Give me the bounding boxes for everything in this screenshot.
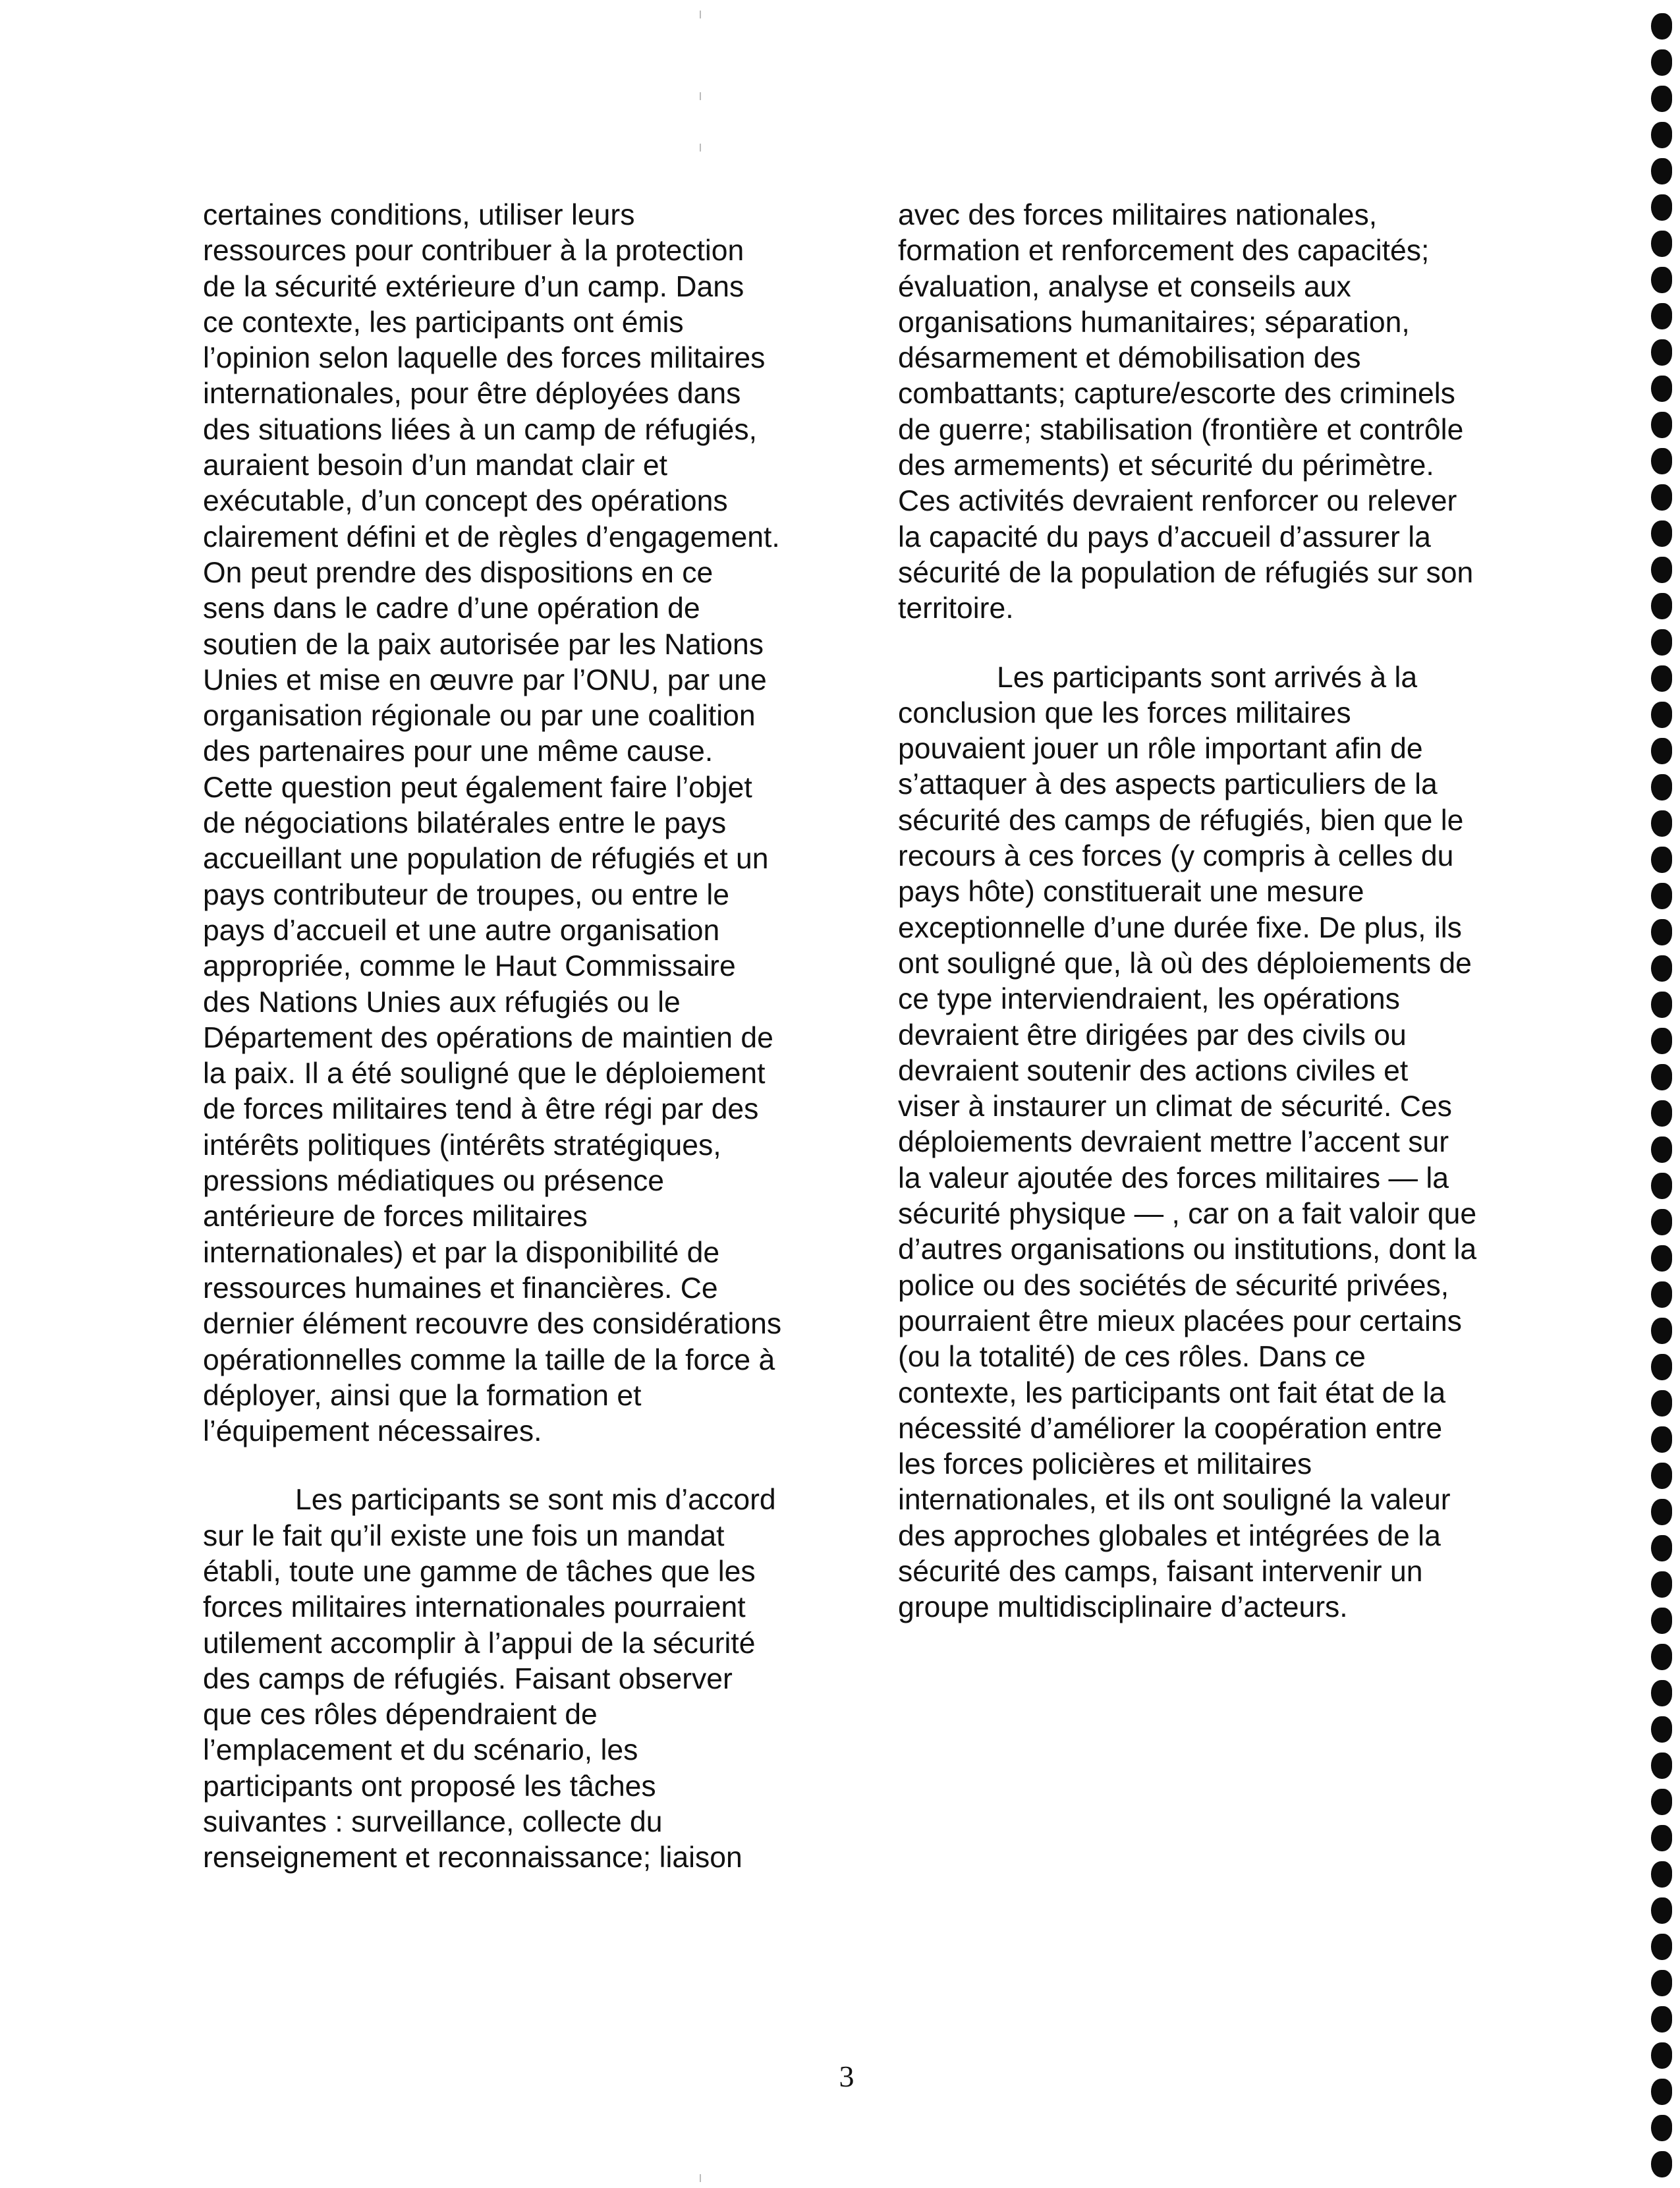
binding-hole [1651,2042,1672,2069]
binding-hole [1651,629,1672,656]
binding-hole [1651,2079,1672,2105]
binding-hole [1651,1644,1672,1670]
binding-hole [1651,1789,1672,1815]
binding-hole [1651,267,1672,293]
binding-hole [1651,1136,1672,1163]
binding-hole [1651,593,1672,619]
binding-hole [1651,1209,1672,1235]
binding-hole [1651,194,1672,221]
binding-hole [1651,557,1672,583]
binding-hole [1651,1463,1672,1489]
binding-hole [1651,1028,1672,1054]
scan-speck [700,2174,701,2182]
binding-hole [1651,955,1672,982]
binding-hole [1651,1245,1672,1272]
binding-hole [1651,738,1672,764]
paragraph: avec des forces militaires nationales, formation et renforcement des capacités; évaluation, analyse et conseils aux organisations humanitaires; séparation, désarmement et démobilisation des combattants; capture/escorte des criminels de guerre; stabilisation (frontière et contrôle des armements) et sécurité du périmètre. Ces activités devraient renforcer ou relever la capacité du pays d’accueil d’assurer la sécurité de la population de réfugiés sur son territoire. [898,199,1474,625]
binding-hole [1651,339,1672,366]
scan-speck [700,92,701,100]
binding-hole [1651,1825,1672,1851]
binding-hole [1651,1426,1672,1453]
binding-hole [1651,1318,1672,1344]
left-column [203,198,783,1876]
binding-hole [1651,774,1672,800]
binding-hole [1651,520,1672,547]
paragraph: Les participants se sont mis d’accord sur le fait qu’il existe une fois un mandat établi, toute une gamme de tâches que les forces militaires internationales pourraient utilement accomplir à l’appui de la sécurité des camps de réfugiés. Faisant observer que ces rôles dépendraient de l’emplacement et du scénario, les participants ont proposé les tâches suivantes : surveillance, collecte du renseignement et reconnaissance; liaison [203,1484,776,1874]
binding-hole [1651,1970,1672,1996]
binding-hole [1651,13,1672,40]
binding-hole [1651,1390,1672,1417]
binding-hole [1651,1499,1672,1525]
binding-hole [1651,303,1672,329]
binding-hole [1651,158,1672,184]
binding-hole [1651,376,1672,402]
binding-hole [1651,1064,1672,1090]
binding-hole [1651,1100,1672,1127]
binding-hole [1651,1897,1672,1924]
binding-hole [1651,412,1672,438]
binding-hole [1651,231,1672,257]
binding-hole [1651,847,1672,873]
binding-hole [1651,1608,1672,1634]
binding-hole [1651,448,1672,474]
binding-hole [1651,992,1672,1018]
scan-speck [700,144,701,152]
right-column [898,198,1478,1626]
binding-hole [1651,484,1672,511]
binding-hole [1651,1753,1672,1779]
scan-speck [700,11,701,18]
binding-hole [1651,1861,1672,1888]
binding-hole [1651,2006,1672,2033]
binding-hole [1651,919,1672,945]
binding-hole [1651,1281,1672,1308]
binding-hole [1651,1934,1672,1960]
paragraph: certaines conditions, utiliser leurs ressources pour contribuer à la protection de la sécurité extérieure d’un camp. Dans ce contexte, les participants ont émis l’opinion selon laquelle des forces militaires internationales, pour être déployées dans des situations liées à un camp de réfugiés, auraient besoin d’un mandat clair et exécutable, d’un concept des opérations clairement défini et de règles d’engagement. On peut prendre des dispositions en ce sens dans le cadre d’une opération de soutien de la paix autorisée par les Nations Unies et mise en œuvre par l’ONU, par une organisation régionale ou par une coalition des partenaires pour une même cause. Cette question peut également faire l’objet de négociations bilatérales entre le pays accueillant une population de réfugiés et un pays contributeur de troupes, ou entre le pays d’accueil et une autre organisation appropriée, comme le Haut Commissaire des Nations Unies aux réfugiés ou le Département des opérations de maintien de la paix. Il a été souligné que le déploiement de forces militaires tend à être régi par des intérêts politiques (intérêts stratégiques, pressions médiatiques ou présence antérieure de forces militaires internationales) et par la disponibilité de ressources humaines et financières. Ce dernier élément recouvre des considérations opérationnelles comme la taille de la force à déployer, ainsi que la formation et l’équipement nécessaires. [203,199,782,1448]
binding-hole [1651,122,1672,148]
paragraph: Les participants sont arrivés à la conclusion que les forces militaires pouvaient jouer un rôle important afin de s’attaquer à des aspects particuliers de la sécurité des camps de réfugiés, bien que le recours à ces forces (y compris à celles du pays hôte) constituerait une mesure exceptionnelle d’une durée fixe. De plus, ils ont souligné que, là où des déploiements de ce type interviendraient, les opérations devraient être dirigées par des civils ou devraient soutenir des actions civiles et viser à instaurer un climat de sécurité. Ces déploiements devraient mettre l’accent sur la valeur ajoutée des forces militaires — la sécurité physique — , car on a fait valoir que d’autres organisations ou institutions, dont la police ou des sociétés de sécurité privées, pourraient être mieux placées pour certains (ou la totalité) de ces rôles. Dans ce contexte, les participants ont fait état de la nécessité d’améliorer la coopération entre les forces policières et militaires internationales, et ils ont souligné la valeur des approches globales et intégrées de la sécurité des camps, faisant intervenir un groupe multidisciplinaire d’acteurs. [898,661,1477,1624]
binding-hole [1651,1354,1672,1380]
binding-hole [1651,1680,1672,1706]
page-number: 3 [839,2060,854,2093]
binding-hole [1651,2115,1672,2141]
binding-hole [1651,702,1672,728]
binding-hole [1651,2151,1672,2177]
binding-hole [1651,665,1672,692]
binding-hole [1651,1535,1672,1561]
binding-hole [1651,1571,1672,1598]
binding-hole [1651,810,1672,837]
binding-hole [1651,86,1672,112]
binding-hole [1651,49,1672,76]
binding-hole [1651,883,1672,909]
binding-hole [1651,1173,1672,1199]
binding-hole [1651,1716,1672,1743]
binding-holes [1640,0,1680,2188]
